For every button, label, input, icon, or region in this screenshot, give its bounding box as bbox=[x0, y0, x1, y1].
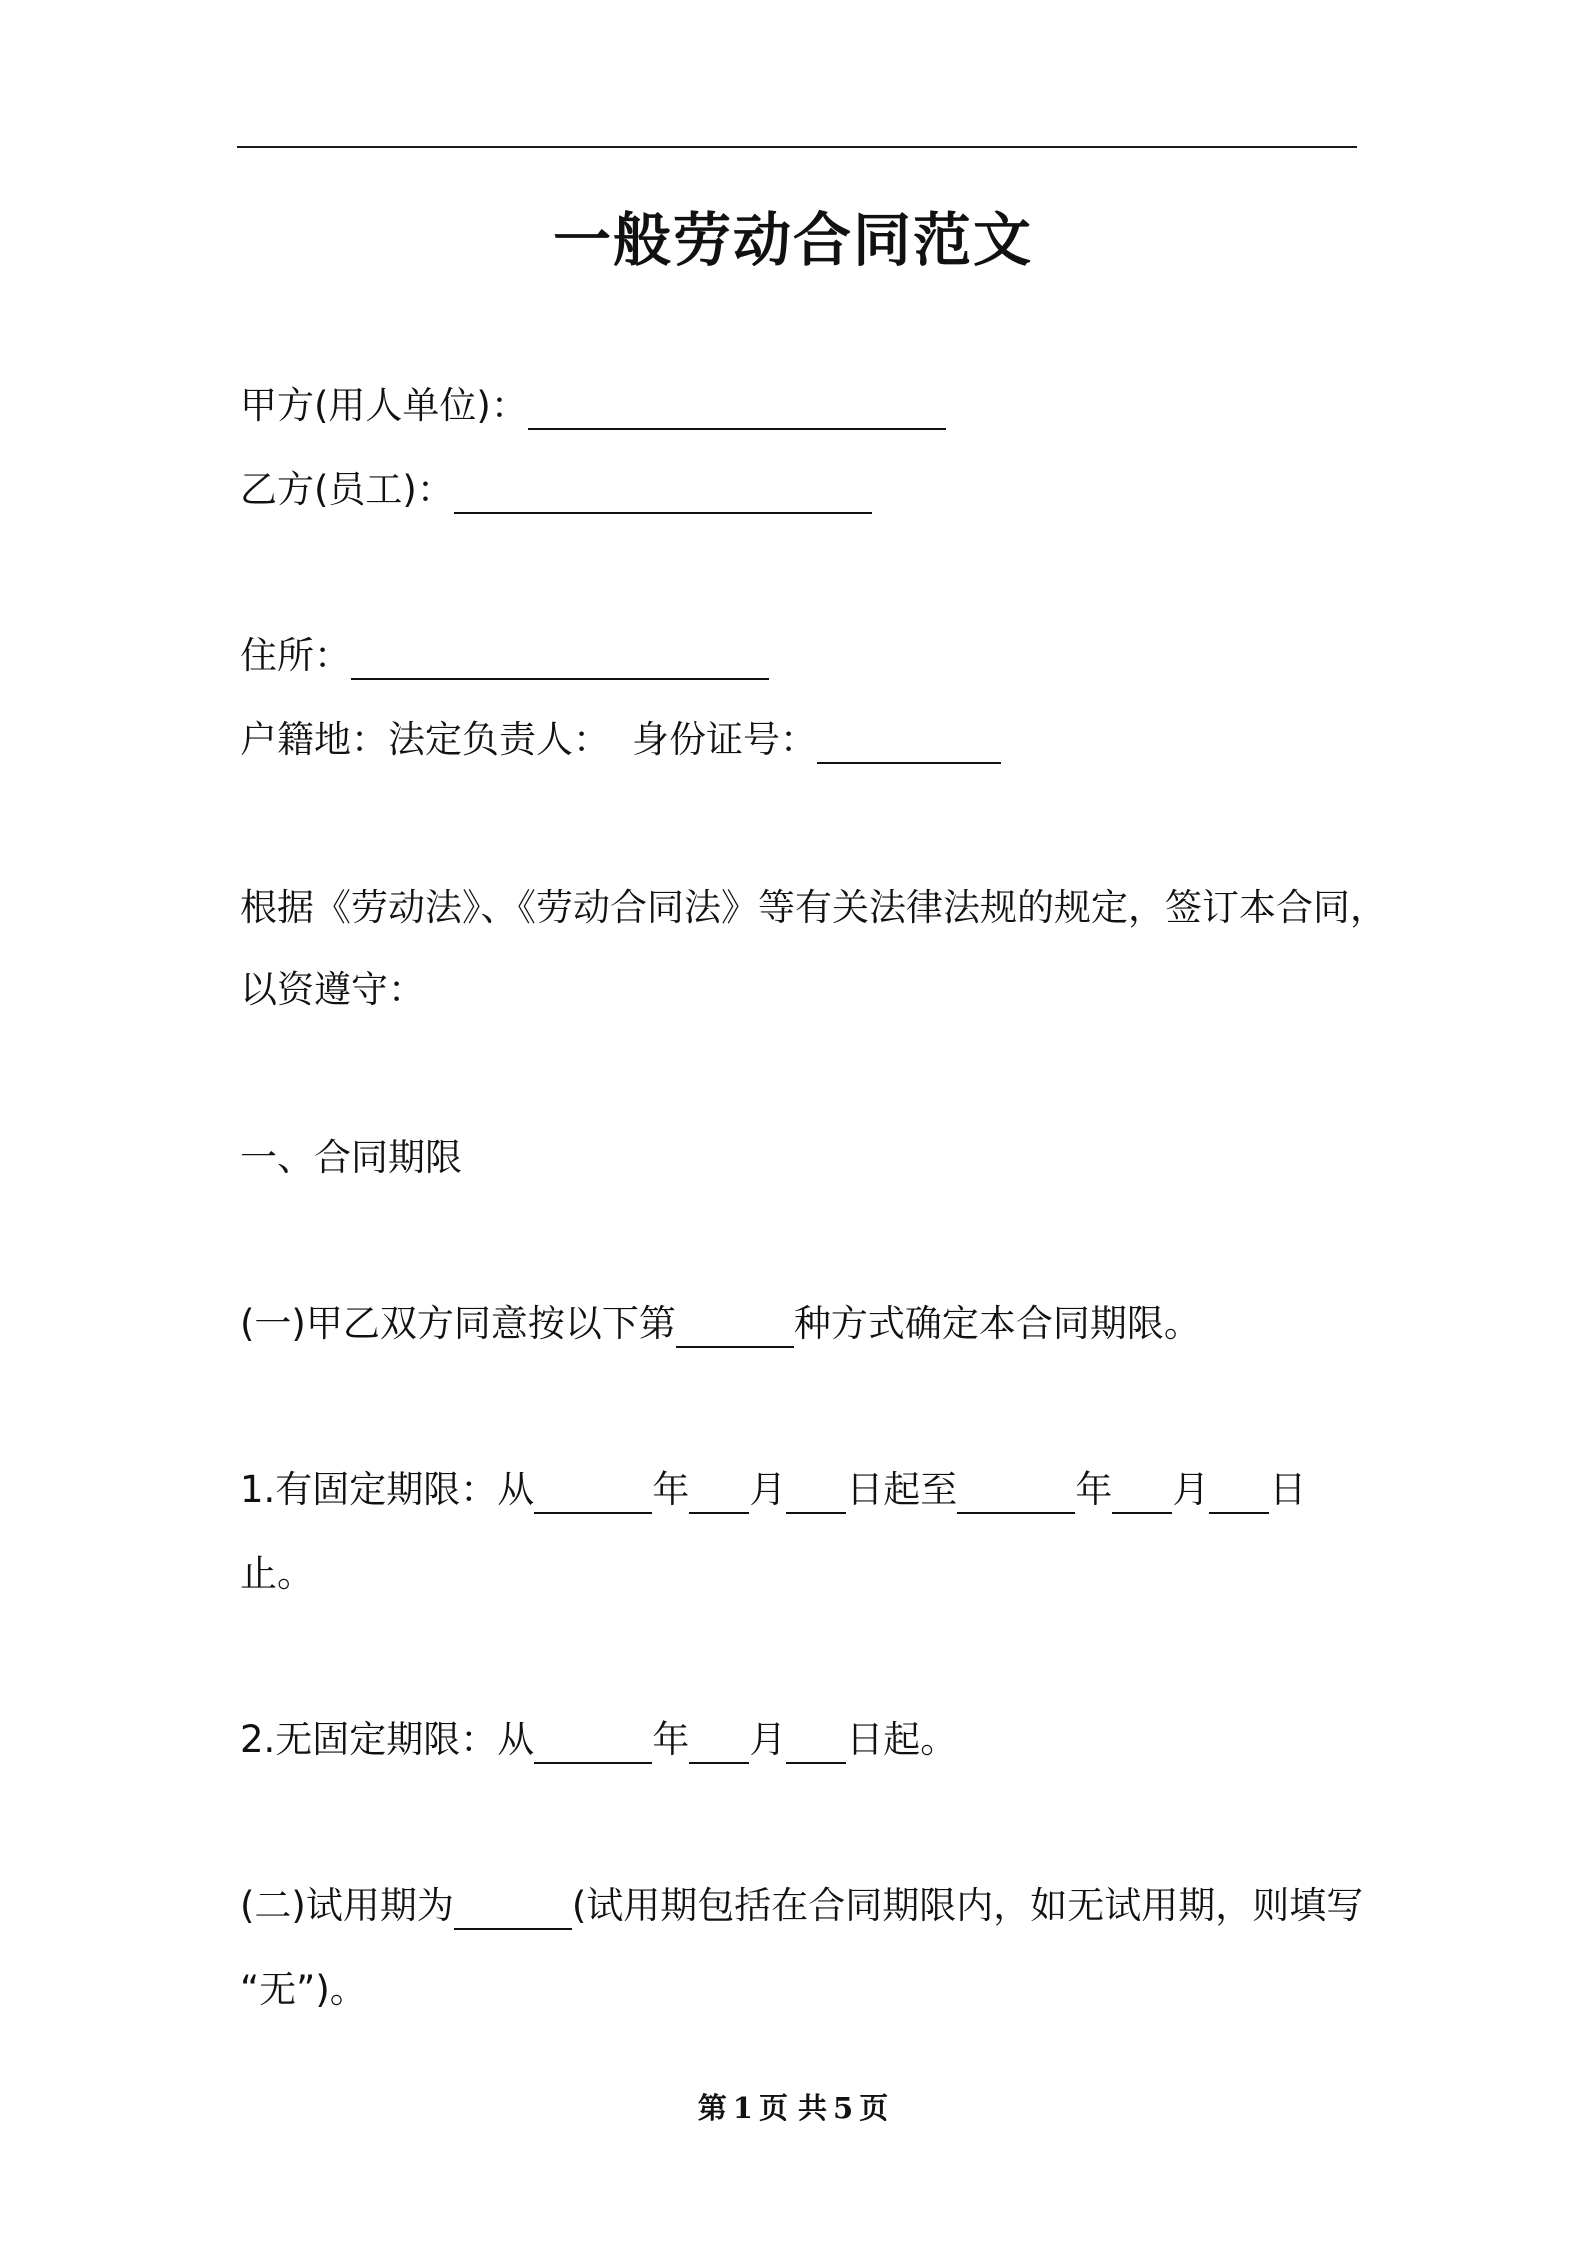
party-b-line bbox=[240, 462, 872, 518]
probation-line-2: “无”)。 bbox=[240, 1968, 367, 2011]
household-label: 户籍地：法定负责人： bbox=[240, 718, 610, 761]
year-label: 年 bbox=[1075, 1468, 1113, 1511]
household-line bbox=[240, 712, 1001, 768]
footer-middle: 页 共 bbox=[758, 2091, 828, 2125]
term-type-blank[interactable] bbox=[676, 1302, 794, 1348]
start-day-blank[interactable] bbox=[786, 1468, 846, 1514]
day-from-label: 日起。 bbox=[846, 1718, 958, 1761]
party-b-blank[interactable] bbox=[454, 468, 872, 514]
probation-note: (试用期包括在合同期限内，如无试用期，则填写 bbox=[571, 1884, 1364, 1927]
month-label: 月 bbox=[749, 1468, 787, 1511]
year-label: 年 bbox=[652, 1468, 690, 1511]
fixed-term-label: 1.有固定期限：从 bbox=[240, 1468, 535, 1511]
header-rule bbox=[237, 146, 1357, 148]
probation-label: (二)试用期为 bbox=[240, 1884, 454, 1927]
party-a-label: 甲方(用人单位)： bbox=[240, 384, 528, 427]
day-from-to-label: 日起至 bbox=[846, 1468, 958, 1511]
total-pages: 5 bbox=[833, 2091, 854, 2125]
footer-prefix: 第 bbox=[697, 2091, 727, 2125]
clause-1-line bbox=[240, 1296, 1201, 1352]
address-line bbox=[240, 628, 769, 684]
id-number-blank[interactable] bbox=[817, 718, 1001, 764]
month-label: 月 bbox=[749, 1718, 787, 1761]
open-term-line bbox=[240, 1712, 957, 1768]
fixed-term-line-2: 止。 bbox=[240, 1552, 314, 1595]
month-label: 月 bbox=[1172, 1468, 1210, 1511]
party-b-label: 乙方(员工)： bbox=[240, 468, 454, 511]
party-a-blank[interactable] bbox=[528, 384, 946, 430]
start-year-blank[interactable] bbox=[534, 1468, 652, 1514]
address-label: 住所： bbox=[240, 634, 351, 677]
page-number: 1 bbox=[732, 2091, 753, 2125]
page-footer bbox=[0, 2088, 1586, 2128]
year-label: 年 bbox=[652, 1718, 690, 1761]
preamble-line-2: 以资遵守： bbox=[240, 968, 425, 1011]
clause-1-end: 种方式确定本合同期限。 bbox=[793, 1302, 1201, 1345]
id-number-label: 身份证号： bbox=[632, 718, 817, 761]
footer-suffix: 页 bbox=[859, 2091, 889, 2125]
address-blank[interactable] bbox=[351, 634, 769, 680]
party-a-line bbox=[240, 378, 946, 434]
page-title: 一般劳动合同范文 bbox=[552, 206, 1033, 274]
preamble-line-1: 根据《劳动法》、《劳动合同法》等有关法律法规的规定，签订本合同， bbox=[240, 886, 1387, 929]
start-month-blank[interactable] bbox=[689, 1468, 749, 1514]
open-start-month-blank[interactable] bbox=[689, 1718, 749, 1764]
open-term-label: 2.无固定期限：从 bbox=[240, 1718, 535, 1761]
fixed-term-line bbox=[240, 1462, 1306, 1518]
open-start-day-blank[interactable] bbox=[786, 1718, 846, 1764]
probation-line bbox=[240, 1878, 1363, 1934]
clause-1-start: (一)甲乙双方同意按以下第 bbox=[240, 1302, 676, 1345]
day-label: 日 bbox=[1269, 1468, 1307, 1511]
end-month-blank[interactable] bbox=[1112, 1468, 1172, 1514]
probation-blank[interactable] bbox=[454, 1884, 572, 1930]
end-year-blank[interactable] bbox=[957, 1468, 1075, 1514]
open-start-year-blank[interactable] bbox=[534, 1718, 652, 1764]
end-day-blank[interactable] bbox=[1209, 1468, 1269, 1514]
section-heading: 一、合同期限 bbox=[240, 1136, 462, 1179]
